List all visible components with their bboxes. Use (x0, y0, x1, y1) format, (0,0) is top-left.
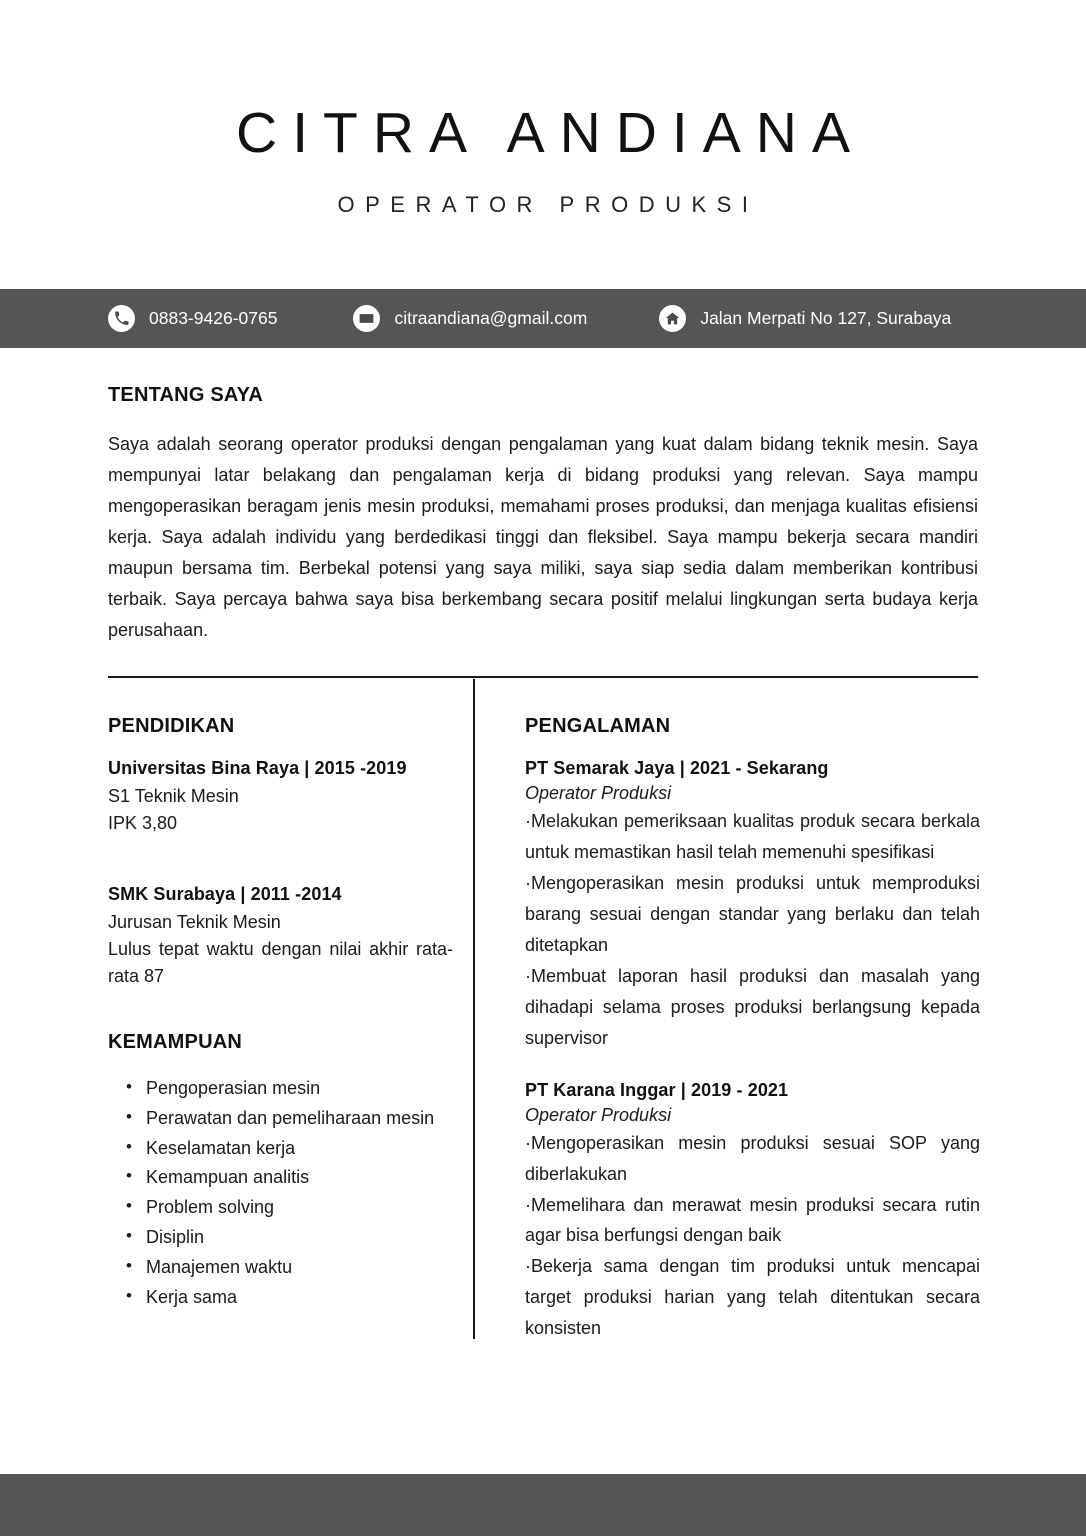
list-item: • Keselamatan kerja (144, 1134, 453, 1164)
education-heading: PENDIDIKAN (108, 715, 235, 737)
list-item: • Kemampuan analitis (144, 1163, 453, 1193)
contact-phone-text: 0883-9426-0765 (149, 308, 278, 328)
experience-entry-role: Operator Produksi (525, 783, 672, 803)
resume-header (0, 0, 1086, 218)
education-entry (108, 758, 453, 838)
about-text: Saya adalah seorang operator produksi dengan pengalaman yang kuat dalam bidang teknik mesin. Saya mempunyai latar belakang dan pengalaman kerja di bidang produksi yang relevan. Saya mampu mengoperasikan beragam jenis mesin produksi, memahami proses produksi, dan menjaga kualitas efisiensi kerja. Saya adalah individu yang berdedikasi tinggi dan fleksibel. Saya mampu bekerja secara mandiri maupun bersama tim. Berbekal potensi yang saya miliki, saya siap sedia dalam memberikan kontribusi terbaik. Saya percaya bahwa saya bisa berkembang secara positif melalui lingkungan serta budaya kerja perusahaan. (108, 434, 978, 640)
education-entry-line: Jurusan Teknik Mesin (108, 911, 281, 932)
list-item: • Manajemen waktu (144, 1253, 453, 1283)
home-icon (659, 305, 686, 332)
list-item: • Problem solving (144, 1193, 453, 1223)
page-title: CITRA ANDIANA (236, 101, 865, 165)
right-column (525, 715, 980, 1370)
phone-icon (108, 305, 135, 332)
job-title: OPERATOR PRODUKSI (337, 191, 759, 217)
footer-bar (0, 1474, 1086, 1536)
about-heading: TENTANG SAYA (108, 384, 264, 406)
about-section (108, 384, 978, 646)
experience-heading: PENGALAMAN (525, 715, 671, 737)
experience-bullet: ·Mengoperasikan mesin produksi sesuai SOP yang diberlakukan (525, 1132, 980, 1184)
experience-bullet: ·Bekerja sama dengan tim produksi untuk mencapai target produksi harian yang telah ditentukan secara konsisten (525, 1256, 980, 1339)
contact-bar (0, 289, 1086, 348)
education-entry (108, 884, 453, 991)
envelope-icon (353, 305, 380, 332)
list-item: • Disiplin (144, 1223, 453, 1253)
experience-bullet: ·Membuat laporan hasil produksi dan masalah yang dihadapi selama proses produksi berlangsung kepada supervisor (525, 965, 980, 1048)
education-entry-line: S1 Teknik Mesin (108, 786, 239, 806)
education-entry-title: SMK Surabaya | 2011 -2014 (108, 883, 342, 904)
experience-bullet: ·Mengoperasikan mesin produksi untuk memproduksi barang sesuai dengan standar yang berlaku dan telah ditetapkan (525, 872, 980, 955)
education-entry-line: IPK 3,80 (108, 813, 178, 834)
experience-bullet: ·Melakukan pemeriksaan kualitas produk secara berkala untuk memastikan hasil telah memenuhi spesifikasi (525, 811, 980, 862)
education-entry-line: Lulus tepat waktu dengan nilai akhir rata-rata 87 (108, 939, 453, 987)
list-item: • Kerja sama (144, 1283, 453, 1313)
contact-email-text: citraandiana@gmail.com (394, 308, 588, 328)
experience-entry (525, 1080, 980, 1345)
contact-address-text: Jalan Merpati No 127, Surabaya (700, 308, 952, 328)
list-item: • Pengoperasian mesin (144, 1074, 453, 1104)
contact-address[interactable] (659, 305, 951, 332)
experience-entry-role: Operator Produksi (525, 1104, 672, 1125)
contact-email[interactable] (353, 305, 587, 332)
experience-entry-title: PT Semarak Jaya | 2021 - Sekarang (525, 758, 829, 778)
contact-phone[interactable] (108, 305, 277, 332)
experience-bullet: ·Memelihara dan merawat mesin produksi secara rutin agar bisa berfungsi dengan baik (525, 1194, 980, 1246)
education-entry-title: Universitas Bina Raya | 2015 -2019 (108, 758, 407, 778)
section-divider-horizontal (108, 676, 978, 678)
skills-list (108, 1074, 453, 1313)
two-column-body (0, 715, 1086, 1370)
spacer (108, 864, 453, 884)
skills-heading: KEMAMPUAN (108, 1030, 243, 1053)
experience-entry (525, 758, 980, 1054)
experience-entry-title: PT Karana Inggar | 2019 - 2021 (525, 1079, 789, 1100)
left-column (108, 715, 473, 1370)
list-item: • Perawatan dan pemeliharaan mesin (144, 1104, 453, 1134)
